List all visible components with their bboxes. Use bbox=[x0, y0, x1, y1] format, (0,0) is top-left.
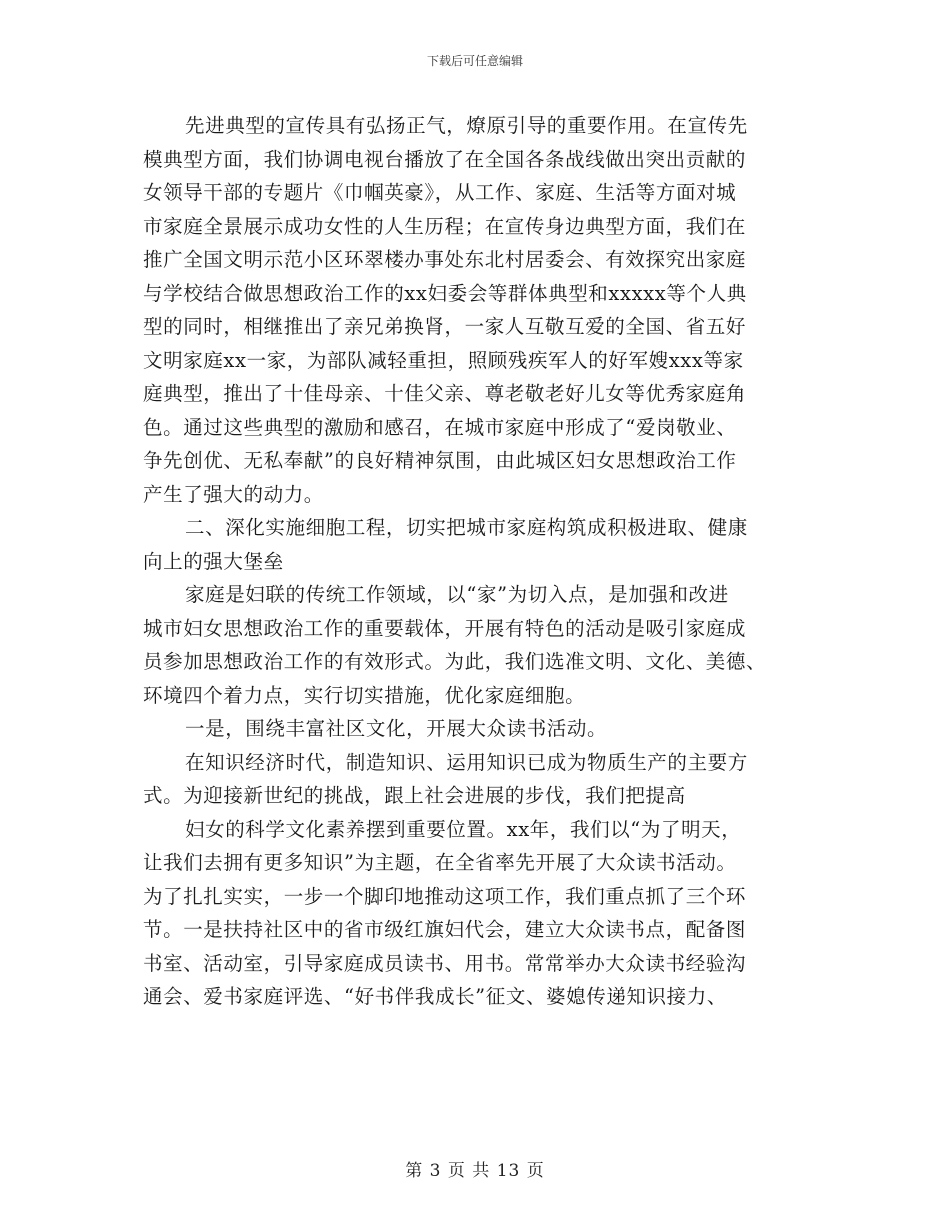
text-line: 在知识经济时代，制造知识、运用知识已成为物质生产的主要方 bbox=[185, 750, 748, 774]
text-line: 向上的强大堡垒 bbox=[143, 549, 284, 573]
text-line: 二、深化实施细胞工程，切实把城市家庭构筑成积极进取、健康 bbox=[185, 516, 748, 539]
page-header: 下载后可任意编辑 bbox=[426, 54, 523, 68]
text-line: 节。一是扶持社区中的省市级红旗妇代会，建立大众读书点，配备图 bbox=[143, 918, 747, 941]
text-line: 争先创优、无私奉献”的良好精神氛围，由此城区妇女思想政治工作 bbox=[143, 449, 737, 472]
text-line: 让我们去拥有更多知识”为主题，在全省率先开展了大众读书活动。 bbox=[143, 851, 737, 874]
text-line: 妇女的科学文化素养摆到重要位置。xx年，我们以“为了明天， bbox=[185, 817, 742, 841]
text-line: 通会、爱书家庭评选、“好书伴我成长”征文、婆媳传递知识接力、 bbox=[143, 985, 727, 1008]
text-line: 市家庭全景展示成功女性的人生历程；在宣传身边典型方面，我们在 bbox=[143, 214, 747, 238]
text-line: 模典型方面，我们协调电视台播放了在全国各条战线做出突出贡献的 bbox=[143, 147, 747, 171]
text-line: 城市妇女思想政治工作的重要载体，开展有特色的活动是吸引家庭成 bbox=[143, 616, 747, 640]
text-line: 女领导干部的专题片《巾帼英豪》，从工作、家庭、生活等方面对城 bbox=[143, 181, 737, 204]
text-line: 色。通过这些典型的激励和感召，在城市家庭中形成了“爱岗敬业、 bbox=[143, 415, 737, 439]
text-line: 员参加思想政治工作的有效形式。为此，我们选准文明、文化、美德、 bbox=[143, 650, 767, 673]
text-line: 型的同时，相继推出了亲兄弟换肾，一家人互敬互爱的全国、省五好 bbox=[143, 315, 747, 338]
text-line: 庭典型，推出了十佳母亲、十佳父亲、尊老敬老好儿女等优秀家庭角 bbox=[143, 382, 747, 405]
page-footer: 第 3 页 共 13 页 bbox=[405, 1161, 545, 1181]
text-line: 书室、活动室，引导家庭成员读书、用书。常常举办大众读书经验沟 bbox=[143, 951, 747, 975]
text-line: 式。为迎接新世纪的挑战，跟上社会进展的步伐，我们把提高 bbox=[143, 784, 686, 807]
text-line: 一是，围绕丰富社区文化，开展大众读书活动。 bbox=[185, 717, 608, 740]
text-line: 为了扎扎实实，一步一个脚印地推动这项工作，我们重点抓了三个环 bbox=[143, 884, 747, 908]
text-line: 家庭是妇联的传统工作领域，以“家”为切入点，是加强和改进 bbox=[185, 583, 729, 606]
text-line: 文明家庭xx一家，为部队减轻重担，照顾残疾军人的好军嫂xxx等家 bbox=[143, 348, 744, 372]
text-line: 产生了强大的动力。 bbox=[143, 482, 324, 506]
text-line: 与学校结合做思想政治工作的xx妇委会等群体典型和xxxxx等个人典 bbox=[143, 281, 747, 305]
text-line: 环境四个着力点，实行切实措施，优化家庭细胞。 bbox=[143, 683, 586, 707]
text-line: 先进典型的宣传具有弘扬正气，燎原引导的重要作用。在宣传先 bbox=[185, 114, 748, 137]
text-line: 推广全国文明示范小区环翠楼办事处东北村居委会、有效探究出家庭 bbox=[143, 248, 747, 271]
document-body bbox=[143, 109, 803, 1014]
